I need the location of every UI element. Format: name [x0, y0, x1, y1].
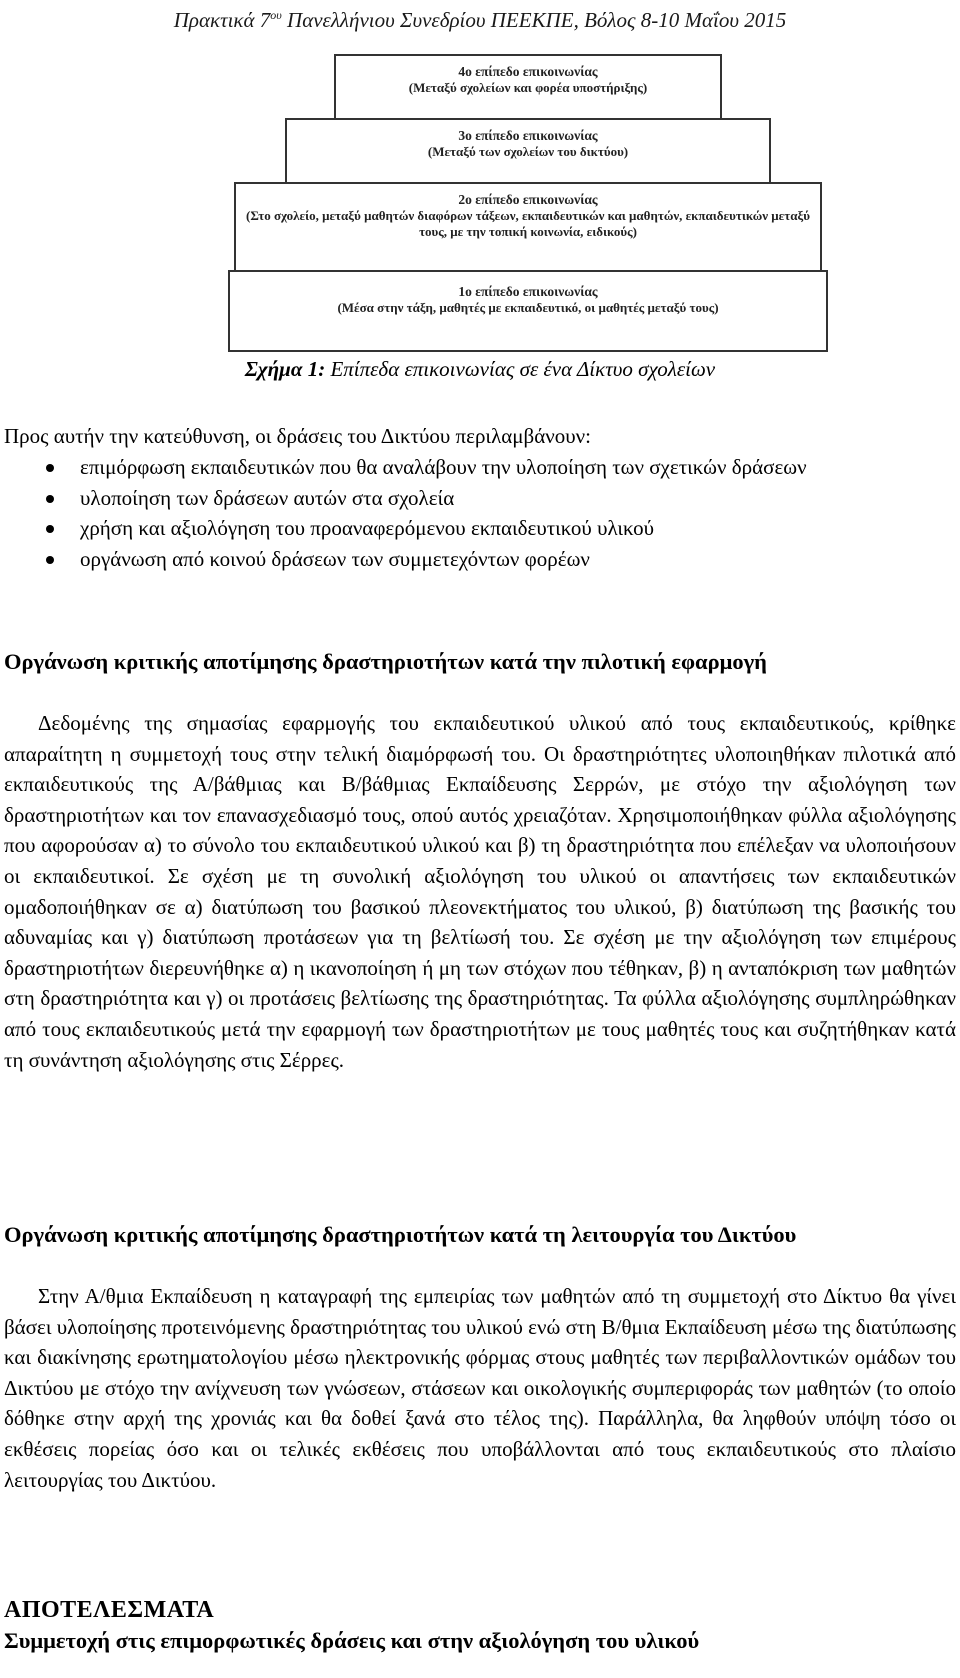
level-3-box — [285, 118, 771, 184]
list-item: επιμόρφωση εκπαιδευτικών που θα αναλάβουν την υλοποίηση των σχετικών δράσεων — [4, 452, 924, 483]
list-item: χρήση και αξιολόγηση του προαναφερόμενου εκπαιδευτικού υλικού — [4, 513, 924, 544]
level-2-desc: (Στο σχολείο, μεταξύ μαθητών διαφόρων τάξεων, εκπαιδευτικών και μαθητών, εκπαιδευτικών μεταξύ τους, με την τοπική κοινωνία, ειδικούς) — [246, 208, 811, 239]
communication-levels-figure — [228, 52, 828, 352]
intro-text: Προς αυτήν την κατεύθυνση, οι δράσεις του Δικτύου περιλαμβάνουν: — [4, 424, 591, 448]
results-subheading: Συμμετοχή στις επιμορφωτικές δράσεις και στην αξιολόγηση του υλικού — [4, 1628, 700, 1653]
actions-list — [4, 452, 924, 574]
paragraph-network: Στην Α/θμια Εκπαίδευση η καταγραφή της εμπειρίας των μαθητών από τη συμμετοχή στο Δίκτυο θα γίνει βάσει υλοποίησης προτεινόμενης δραστηριότητας του υλικού ενώ στη Β/θμια Εκπαίδευση μέσω της διατύπωσης και διακίνησης ερωτηματολογίου μέσω ηλεκτρονικής φόρμας στους μαθητές των περιβαλλοντικών ομάδων του Δικτύου με στόχο την ανίχνευση των γνώσεων, στάσεων και οικολογικής συμπεριφοράς των μαθητών (το οποίο δόθηκε στην αρχή της χρονιάς και θα δοθεί ξανά στο τέλος της). Παράλληλα, θα ληφθούν υπόψη τόσο οι εκθέσεις πορείας όσο και οι τελικές εκθέσεις που υποβάλλονται από τους εκπαιδευτικούς στο πλαίσιο λειτουργίας του Δικτύου. — [4, 1284, 956, 1492]
level-4-desc: (Μεταξύ σχολείων και φορέα υποστήριξης) — [408, 80, 648, 95]
section-heading-pilot: Οργάνωση κριτικής αποτίμησης δραστηριοτήτων κατά την πιλοτική εφαρμογή — [4, 649, 767, 674]
level-4-box — [334, 54, 722, 120]
paragraph-pilot: Δεδομένης της σημασίας εφαρμογής του εκπαιδευτικού υλικού από τους εκπαιδευτικούς, κρίθηκε απαραίτητη η συμμετοχή τους στην τελική διαμόρφωσή του. Οι δραστηριότητες υλοποιηθήκαν πιλοτικά από εκπαιδευτικούς της Α/βάθμιας και Β/βάθμιας Εκπαίδευσης Σερρών, με στόχο την αξιολόγηση των δραστηριοτήτων και τον επανασχεδιασμό τους, οπού αυτός χρειαζόταν. Χρησιμοποιήθηκαν φύλλα αξιολόγησης που αφορούσαν α) το σύνολο του εκπαιδευτικού υλικού και β) τη δραστηριότητα που επέλεξαν να υλοποιήσουν οι εκπαιδευτικοί. Σε σχέση με τη συνολική αξιολόγηση του υλικού οι απαντήσεις των εκπαιδευτικών ομαδοποιήθηκαν σε α) διατύπωση του βασικού πλεονεκτήματος του υλικού, β) διατύπωση της βασικής του αδυναμίας και γ) διατύπωση προτάσεων για τη βελτίωσή του. Σε σχέση με την αξιολόγηση των επιμέρους δραστηριοτήτων διερευνήθηκε α) η ικανοποίηση ή μη των στόχων που τέθηκαν, β) η ανταπόκριση των μαθητών στη δραστηριότητα και γ) οι προτάσεις βελτίωσης της δραστηριότητας. Τα φύλλα αξιολόγησης συμπληρώθηκαν από τους εκπαιδευτικούς μετά την εφαρμογή των δραστηριοτήτων με τους μαθητές τους και συζητήθηκαν κατά τη συνάντηση αξιολόγησης στις Σέρρες. — [4, 711, 956, 1072]
level-4-title: 4ο επίπεδο επικοινωνίας — [458, 64, 598, 79]
results-heading: ΑΠΟΤΕΛΕΣΜΑΤΑ — [4, 1597, 215, 1623]
section-heading-network: Οργάνωση κριτικής αποτίμησης δραστηριοτήτων κατά τη λειτουργία του Δικτύου — [4, 1222, 797, 1247]
level-2-box — [234, 182, 822, 272]
level-3-desc: (Μεταξύ των σχολείων του δικτύου) — [427, 144, 629, 159]
level-1-title: 1ο επίπεδο επικοινωνίας — [458, 284, 598, 299]
list-item: οργάνωση από κοινού δράσεων των συμμετεχόντων φορέων — [4, 544, 924, 575]
figure-caption: Σχήμα 1: Επίπεδα επικοινωνίας σε ένα Δίκτυο σχολείων — [244, 357, 716, 381]
list-item: υλοποίηση των δράσεων αυτών στα σχολεία — [4, 483, 924, 514]
level-2-title: 2ο επίπεδο επικοινωνίας — [458, 192, 598, 207]
running-header: Πρακτικά $7^{o\upsilon}$ Πανελλήνιου Συνεδρίου ΠΕΕΚΠΕ, Βόλος 8-10 Μαΐου 2015 — [173, 8, 787, 32]
level-1-box — [228, 270, 828, 352]
level-3-title: 3ο επίπεδο επικοινωνίας — [458, 128, 598, 143]
level-1-desc: (Μέσα στην τάξη, μαθητές με εκπαιδευτικό, οι μαθητές μεταξύ τους) — [337, 300, 719, 315]
